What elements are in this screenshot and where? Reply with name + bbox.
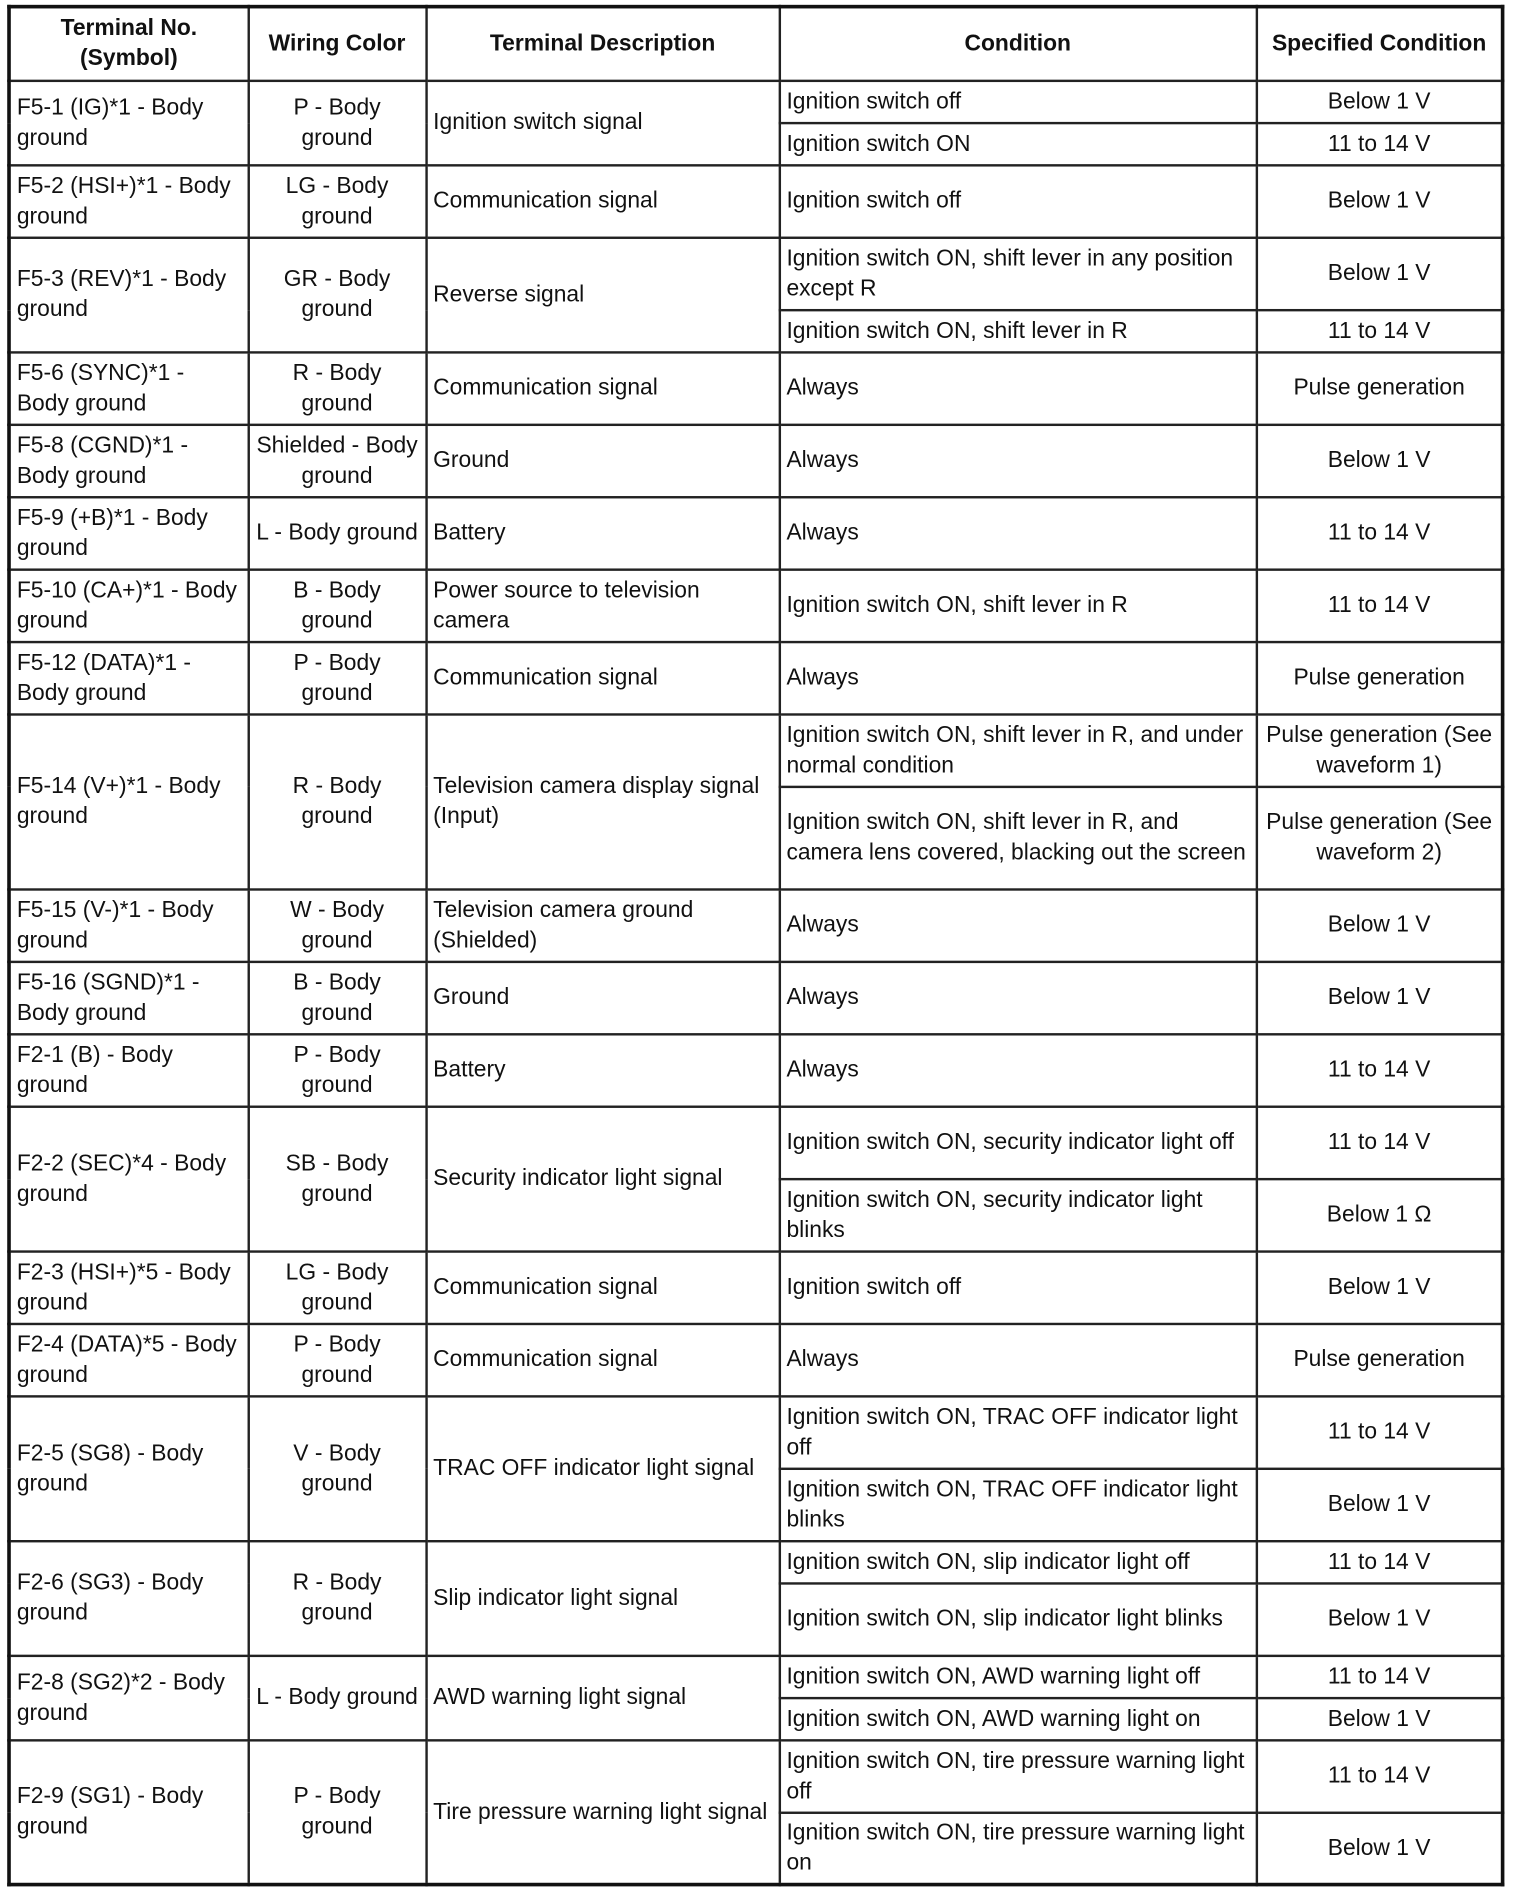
wiring-color-cell: B - Body ground (248, 961, 426, 1033)
condition-cell: Ignition switch ON, AWD warning light on (779, 1698, 1256, 1740)
terminal-cell: F2-2 (SEC)*4 - Body ground (9, 1106, 248, 1251)
condition-cell: Ignition switch ON, slip indicator light blinks (779, 1583, 1256, 1655)
wiring-color-cell: B - Body ground (248, 569, 426, 641)
terminal-cell: F5-6 (SYNC)*1 - Body ground (9, 352, 248, 424)
terminal-cell: F5-16 (SGND)*1 - Body ground (9, 961, 248, 1033)
table-row (9, 165, 1503, 237)
specified-condition-cell: 11 to 14 V (1256, 1106, 1502, 1178)
table-row (9, 889, 1503, 961)
specified-condition-cell: Pulse generation (1256, 641, 1502, 713)
condition-cell: Ignition switch off (779, 80, 1256, 122)
table-row (9, 961, 1503, 1033)
table-row (9, 1740, 1503, 1812)
header-condition: Condition (779, 7, 1256, 81)
table-row (9, 1655, 1503, 1697)
specified-condition-cell: Below 1 V (1256, 424, 1502, 496)
condition-cell: Ignition switch off (779, 165, 1256, 237)
terminal-description-cell: Television camera ground (Shielded) (426, 889, 779, 961)
condition-cell: Ignition switch ON, shift lever in R (779, 310, 1256, 352)
condition-cell: Ignition switch ON, shift lever in any position except R (779, 237, 1256, 309)
table-row (9, 1323, 1503, 1395)
terminal-description-cell: Ignition switch signal (426, 80, 779, 164)
wiring-color-cell: GR - Body ground (248, 237, 426, 352)
terminal-table (7, 5, 1504, 1887)
condition-cell: Ignition switch ON (779, 123, 1256, 165)
condition-cell: Ignition switch ON, AWD warning light off (779, 1655, 1256, 1697)
specified-condition-cell: Below 1 V (1256, 1698, 1502, 1740)
condition-cell: Ignition switch ON, tire pressure warning light on (779, 1812, 1256, 1884)
terminal-description-cell: Security indicator light signal (426, 1106, 779, 1251)
specified-condition-cell: 11 to 14 V (1256, 1541, 1502, 1583)
terminal-description-cell: Ground (426, 961, 779, 1033)
header-specified-condition: Specified Condition (1256, 7, 1502, 81)
specified-condition-cell: Below 1 V (1256, 1468, 1502, 1540)
condition-cell: Always (779, 424, 1256, 496)
terminal-description-cell: Ground (426, 424, 779, 496)
condition-cell: Ignition switch ON, TRAC OFF indicator light off (779, 1396, 1256, 1468)
condition-cell: Always (779, 352, 1256, 424)
condition-cell: Ignition switch ON, shift lever in R (779, 569, 1256, 641)
specified-condition-cell: Pulse generation (1256, 1323, 1502, 1395)
terminal-cell: F5-3 (REV)*1 - Body ground (9, 237, 248, 352)
wiring-color-cell: LG - Body ground (248, 1251, 426, 1323)
specified-condition-cell: Below 1 V (1256, 80, 1502, 122)
terminal-cell: F2-8 (SG2)*2 - Body ground (9, 1655, 248, 1739)
terminal-cell: F5-1 (IG)*1 - Body ground (9, 80, 248, 164)
specified-condition-cell: Below 1 V (1256, 961, 1502, 1033)
terminal-cell: F5-10 (CA+)*1 - Body ground (9, 569, 248, 641)
header-wiring-color: Wiring Color (248, 7, 426, 81)
specified-condition-cell: 11 to 14 V (1256, 1034, 1502, 1106)
specified-condition-cell: 11 to 14 V (1256, 310, 1502, 352)
wiring-color-cell: P - Body ground (248, 1323, 426, 1395)
specified-condition-cell: Pulse generation (See waveform 1) (1256, 714, 1502, 786)
specified-condition-cell: Below 1 V (1256, 1251, 1502, 1323)
specified-condition-cell: 11 to 14 V (1256, 1740, 1502, 1812)
table-row (9, 352, 1503, 424)
specified-condition-cell: 11 to 14 V (1256, 123, 1502, 165)
specified-condition-cell: Below 1 V (1256, 889, 1502, 961)
terminal-description-cell: Tire pressure warning light signal (426, 1740, 779, 1885)
terminal-description-cell: AWD warning light signal (426, 1655, 779, 1739)
table-row (9, 714, 1503, 786)
specified-condition-cell: Pulse generation (See waveform 2) (1256, 786, 1502, 889)
wiring-color-cell: P - Body ground (248, 641, 426, 713)
condition-cell: Always (779, 961, 1256, 1033)
specified-condition-cell: Below 1 V (1256, 1583, 1502, 1655)
header-terminal: Terminal No. (Symbol) (9, 7, 248, 81)
condition-cell: Always (779, 1323, 1256, 1395)
condition-cell: Ignition switch off (779, 1251, 1256, 1323)
header-terminal-description: Terminal Description (426, 7, 779, 81)
specified-condition-cell: Pulse generation (1256, 352, 1502, 424)
terminal-cell: F2-6 (SG3) - Body ground (9, 1541, 248, 1656)
terminal-description-cell: TRAC OFF indicator light signal (426, 1396, 779, 1541)
condition-cell: Always (779, 497, 1256, 569)
specified-condition-cell: 11 to 14 V (1256, 497, 1502, 569)
terminal-cell: F2-3 (HSI+)*5 - Body ground (9, 1251, 248, 1323)
table-row (9, 569, 1503, 641)
terminal-description-cell: Slip indicator light signal (426, 1541, 779, 1656)
table-row (9, 1034, 1503, 1106)
specified-condition-cell: Below 1 V (1256, 237, 1502, 309)
specified-condition-cell: Below 1 V (1256, 165, 1502, 237)
table-row (9, 1541, 1503, 1583)
terminal-cell: F5-15 (V-)*1 - Body ground (9, 889, 248, 961)
table-row (9, 1396, 1503, 1468)
specified-condition-cell: 11 to 14 V (1256, 1655, 1502, 1697)
table-row (9, 424, 1503, 496)
wiring-color-cell: P - Body ground (248, 1034, 426, 1106)
terminal-cell: F5-9 (+B)*1 - Body ground (9, 497, 248, 569)
condition-cell: Ignition switch ON, security indicator light blinks (779, 1179, 1256, 1251)
table-row (9, 497, 1503, 569)
specified-condition-cell: 11 to 14 V (1256, 569, 1502, 641)
specified-condition-cell: 11 to 14 V (1256, 1396, 1502, 1468)
terminal-cell: F2-4 (DATA)*5 - Body ground (9, 1323, 248, 1395)
terminal-description-cell: Communication signal (426, 641, 779, 713)
terminal-cell: F2-1 (B) - Body ground (9, 1034, 248, 1106)
terminal-description-cell: Communication signal (426, 1251, 779, 1323)
terminal-cell: F2-5 (SG8) - Body ground (9, 1396, 248, 1541)
terminal-description-cell: Communication signal (426, 1323, 779, 1395)
wiring-color-cell: R - Body ground (248, 714, 426, 889)
terminal-cell: F5-14 (V+)*1 - Body ground (9, 714, 248, 889)
terminal-description-cell: Battery (426, 1034, 779, 1106)
terminal-cell: F5-2 (HSI+)*1 - Body ground (9, 165, 248, 237)
condition-cell: Ignition switch ON, shift lever in R, and camera lens covered, blacking out the screen (779, 786, 1256, 889)
wiring-color-cell: P - Body ground (248, 80, 426, 164)
wiring-color-cell: L - Body ground (248, 1655, 426, 1739)
table-row (9, 1106, 1503, 1178)
wiring-color-cell: P - Body ground (248, 1740, 426, 1885)
table-row (9, 1251, 1503, 1323)
condition-cell: Ignition switch ON, TRAC OFF indicator light blinks (779, 1468, 1256, 1540)
wiring-color-cell: SB - Body ground (248, 1106, 426, 1251)
terminal-cell: F5-8 (CGND)*1 - Body ground (9, 424, 248, 496)
wiring-color-cell: L - Body ground (248, 497, 426, 569)
terminal-description-cell: Power source to television camera (426, 569, 779, 641)
wiring-color-cell: Shielded - Body ground (248, 424, 426, 496)
condition-cell: Ignition switch ON, slip indicator light off (779, 1541, 1256, 1583)
table-row (9, 641, 1503, 713)
condition-cell: Ignition switch ON, security indicator light off (779, 1106, 1256, 1178)
terminal-cell: F2-9 (SG1) - Body ground (9, 1740, 248, 1885)
wiring-color-cell: V - Body ground (248, 1396, 426, 1541)
terminal-cell: F5-12 (DATA)*1 - Body ground (9, 641, 248, 713)
terminal-description-cell: Communication signal (426, 165, 779, 237)
terminal-description-cell: Battery (426, 497, 779, 569)
header-row (9, 7, 1503, 81)
table-row (9, 237, 1503, 309)
condition-cell: Always (779, 1034, 1256, 1106)
specified-condition-cell: Below 1 Ω (1256, 1179, 1502, 1251)
wiring-color-cell: LG - Body ground (248, 165, 426, 237)
condition-cell: Always (779, 641, 1256, 713)
specified-condition-cell: Below 1 V (1256, 1812, 1502, 1884)
table-row (9, 80, 1503, 122)
terminal-description-cell: Reverse signal (426, 237, 779, 352)
condition-cell: Always (779, 889, 1256, 961)
condition-cell: Ignition switch ON, tire pressure warning light off (779, 1740, 1256, 1812)
condition-cell: Ignition switch ON, shift lever in R, and under normal condition (779, 714, 1256, 786)
wiring-color-cell: R - Body ground (248, 1541, 426, 1656)
wiring-color-cell: R - Body ground (248, 352, 426, 424)
terminal-description-cell: Communication signal (426, 352, 779, 424)
wiring-color-cell: W - Body ground (248, 889, 426, 961)
terminal-description-cell: Television camera display signal (Input) (426, 714, 779, 889)
